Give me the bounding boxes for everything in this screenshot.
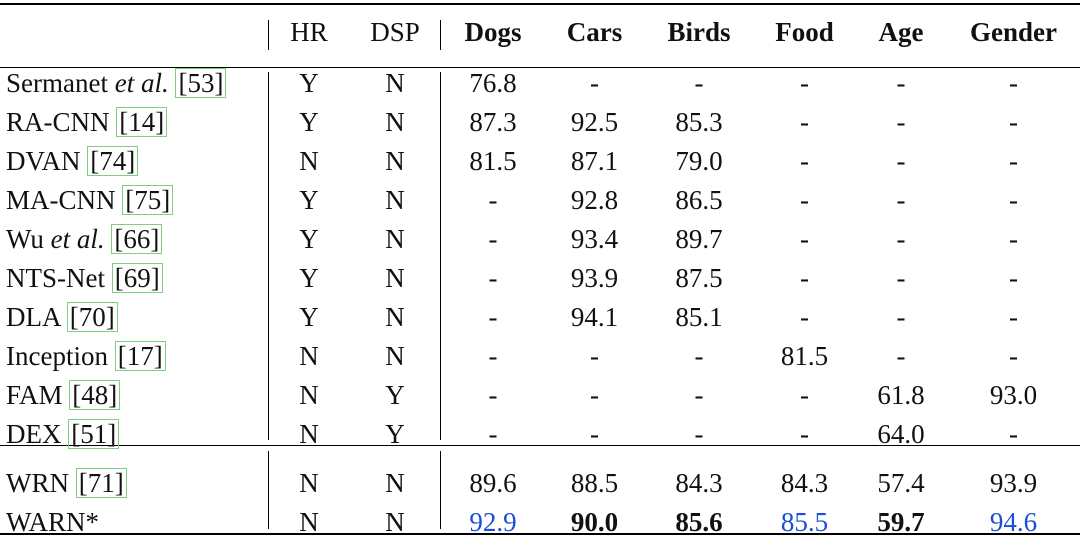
cell-dsp: Y (385, 380, 405, 410)
citation-link[interactable]: [71] (76, 468, 127, 498)
cell-food: - (800, 68, 809, 98)
cell-cars: 93.9 (570, 263, 619, 293)
cell-gender: 94.6 (989, 507, 1038, 537)
method-name: DEX [51] (0, 415, 269, 454)
method-name: Sermanet et al. [53] (0, 64, 269, 103)
cell-gender: - (1009, 146, 1018, 176)
citation-link[interactable]: [17] (115, 341, 166, 371)
cell-cars: - (590, 380, 599, 410)
citation-link[interactable]: [66] (111, 224, 162, 254)
cell-hr: Y (299, 263, 319, 293)
cell-birds: - (694, 380, 704, 410)
cell-dogs: - (488, 380, 498, 410)
citation-link[interactable]: [48] (69, 380, 120, 410)
cell-hr: N (299, 507, 319, 537)
cell-birds: 86.5 (675, 185, 723, 215)
cell-dogs: - (488, 185, 498, 215)
citation-link[interactable]: [74] (87, 146, 138, 176)
header-birds: Birds (667, 16, 731, 47)
cell-food: 81.5 (780, 341, 829, 371)
citation-link[interactable]: [69] (112, 263, 163, 293)
cell-dsp: N (385, 507, 405, 537)
cell-birds: 87.5 (675, 263, 723, 293)
cell-dogs: 81.5 (469, 146, 517, 176)
cell-dsp: N (385, 146, 405, 176)
table-row (0, 298, 1080, 337)
table-row (0, 259, 1080, 298)
header-dsp: DSP (370, 16, 420, 47)
table-row (0, 142, 1080, 181)
citation-link[interactable]: [70] (67, 302, 118, 332)
cell-age: 59.7 (877, 507, 925, 537)
cell-age: - (896, 146, 906, 176)
cell-hr: Y (299, 224, 319, 254)
cell-gender: 93.9 (989, 468, 1038, 498)
citation-link[interactable]: [51] (68, 419, 119, 449)
table-row (0, 64, 1080, 103)
table-row (0, 503, 1080, 542)
header-blank (0, 0, 269, 64)
cell-birds: - (694, 341, 704, 371)
cell-age: 64.0 (877, 419, 925, 449)
cell-hr: N (299, 146, 319, 176)
cell-gender: - (1009, 419, 1018, 449)
cell-age: - (896, 224, 906, 254)
cell-cars: 92.5 (570, 107, 619, 137)
cell-food: - (800, 107, 809, 137)
header-dogs: Dogs (464, 16, 522, 47)
cell-birds: 85.3 (675, 107, 723, 137)
cell-cars: 92.8 (570, 185, 619, 215)
citation-link[interactable]: [14] (116, 107, 167, 137)
cell-hr: Y (299, 302, 319, 332)
method-name: WRN [71] (0, 464, 269, 503)
method-name: NTS-Net [69] (0, 259, 269, 298)
cell-dsp: N (385, 68, 405, 98)
cell-dogs: - (488, 419, 498, 449)
cell-food: - (800, 302, 809, 332)
table-row (0, 103, 1080, 142)
cell-cars: 87.1 (570, 146, 619, 176)
cell-age: - (896, 68, 906, 98)
table-row (0, 220, 1080, 259)
cell-food: - (800, 185, 809, 215)
header-age: Age (878, 16, 924, 47)
cell-age: - (896, 263, 906, 293)
method-name: DLA [70] (0, 298, 269, 337)
cell-age: - (896, 302, 906, 332)
cell-hr: Y (299, 107, 319, 137)
cell-food: - (800, 224, 809, 254)
cell-cars: 93.4 (570, 224, 619, 254)
table-row (0, 464, 1080, 503)
cell-birds: 85.6 (675, 507, 723, 537)
cell-cars: - (590, 419, 599, 449)
cell-dsp: Y (385, 419, 405, 449)
cell-hr: N (299, 419, 319, 449)
section-gap (0, 454, 1080, 464)
method-name: RA-CNN [14] (0, 103, 269, 142)
citation-link[interactable]: [75] (122, 185, 173, 215)
cell-gender: - (1009, 302, 1018, 332)
cell-dsp: N (385, 341, 405, 371)
cell-cars: - (590, 68, 599, 98)
cell-food: 85.5 (780, 507, 829, 537)
cell-hr: Y (299, 68, 319, 98)
header-food: Food (775, 16, 834, 47)
cell-dogs: 92.9 (469, 507, 517, 537)
cell-gender: - (1009, 107, 1018, 137)
cell-birds: 84.3 (675, 468, 723, 498)
cell-cars: 88.5 (570, 468, 619, 498)
cell-dogs: 89.6 (469, 468, 517, 498)
method-name: Inception [17] (0, 337, 269, 376)
cell-dsp: N (385, 224, 405, 254)
method-name: Wu et al. [66] (0, 220, 269, 259)
cell-dogs: 87.3 (469, 107, 517, 137)
cell-hr: N (299, 341, 319, 371)
citation-link[interactable]: [53] (175, 68, 226, 98)
cell-dogs: 76.8 (469, 68, 517, 98)
cell-gender: - (1009, 224, 1018, 254)
cell-food: - (800, 146, 809, 176)
cell-food: - (800, 263, 809, 293)
cell-birds: - (694, 68, 704, 98)
cell-dsp: N (385, 468, 405, 498)
cell-cars: 94.1 (570, 302, 619, 332)
method-name: WARN* (6, 507, 99, 537)
cell-food: - (800, 380, 809, 410)
cell-birds: 85.1 (675, 302, 723, 332)
method-name: DVAN [74] (0, 142, 269, 181)
method-name: FAM [48] (0, 376, 269, 415)
cell-dogs: - (488, 341, 498, 371)
table-row (0, 337, 1080, 376)
cell-food: - (800, 419, 809, 449)
header-gender: Gender (970, 16, 1057, 47)
cell-age: - (896, 341, 906, 371)
cell-dogs: - (488, 302, 498, 332)
cell-dogs: - (488, 224, 498, 254)
cell-cars: - (590, 341, 599, 371)
header-hr: HR (290, 16, 328, 47)
cell-gender: 93.0 (989, 380, 1038, 410)
cell-dsp: N (385, 302, 405, 332)
cell-age: - (896, 185, 906, 215)
method-name: MA-CNN [75] (0, 181, 269, 220)
cell-dogs: - (488, 263, 498, 293)
cell-birds: 79.0 (675, 146, 723, 176)
header-cars: Cars (566, 16, 623, 47)
cell-hr: N (299, 380, 319, 410)
cell-gender: - (1009, 68, 1018, 98)
table-row (0, 376, 1080, 415)
table-row (0, 181, 1080, 220)
cell-food: 84.3 (780, 468, 829, 498)
cell-gender: - (1009, 341, 1018, 371)
cell-age: 57.4 (877, 468, 925, 498)
cell-hr: Y (299, 185, 319, 215)
cell-age: 61.8 (877, 380, 925, 410)
table-row (0, 415, 1080, 454)
cell-birds: - (694, 419, 704, 449)
cell-gender: - (1009, 185, 1018, 215)
header-row (0, 0, 1080, 64)
cell-dsp: N (385, 185, 405, 215)
cell-gender: - (1009, 263, 1018, 293)
cell-age: - (896, 107, 906, 137)
cell-dsp: N (385, 263, 405, 293)
cell-dsp: N (385, 107, 405, 137)
cell-cars: 90.0 (570, 507, 619, 537)
cell-hr: N (299, 468, 319, 498)
cell-birds: 89.7 (675, 224, 723, 254)
